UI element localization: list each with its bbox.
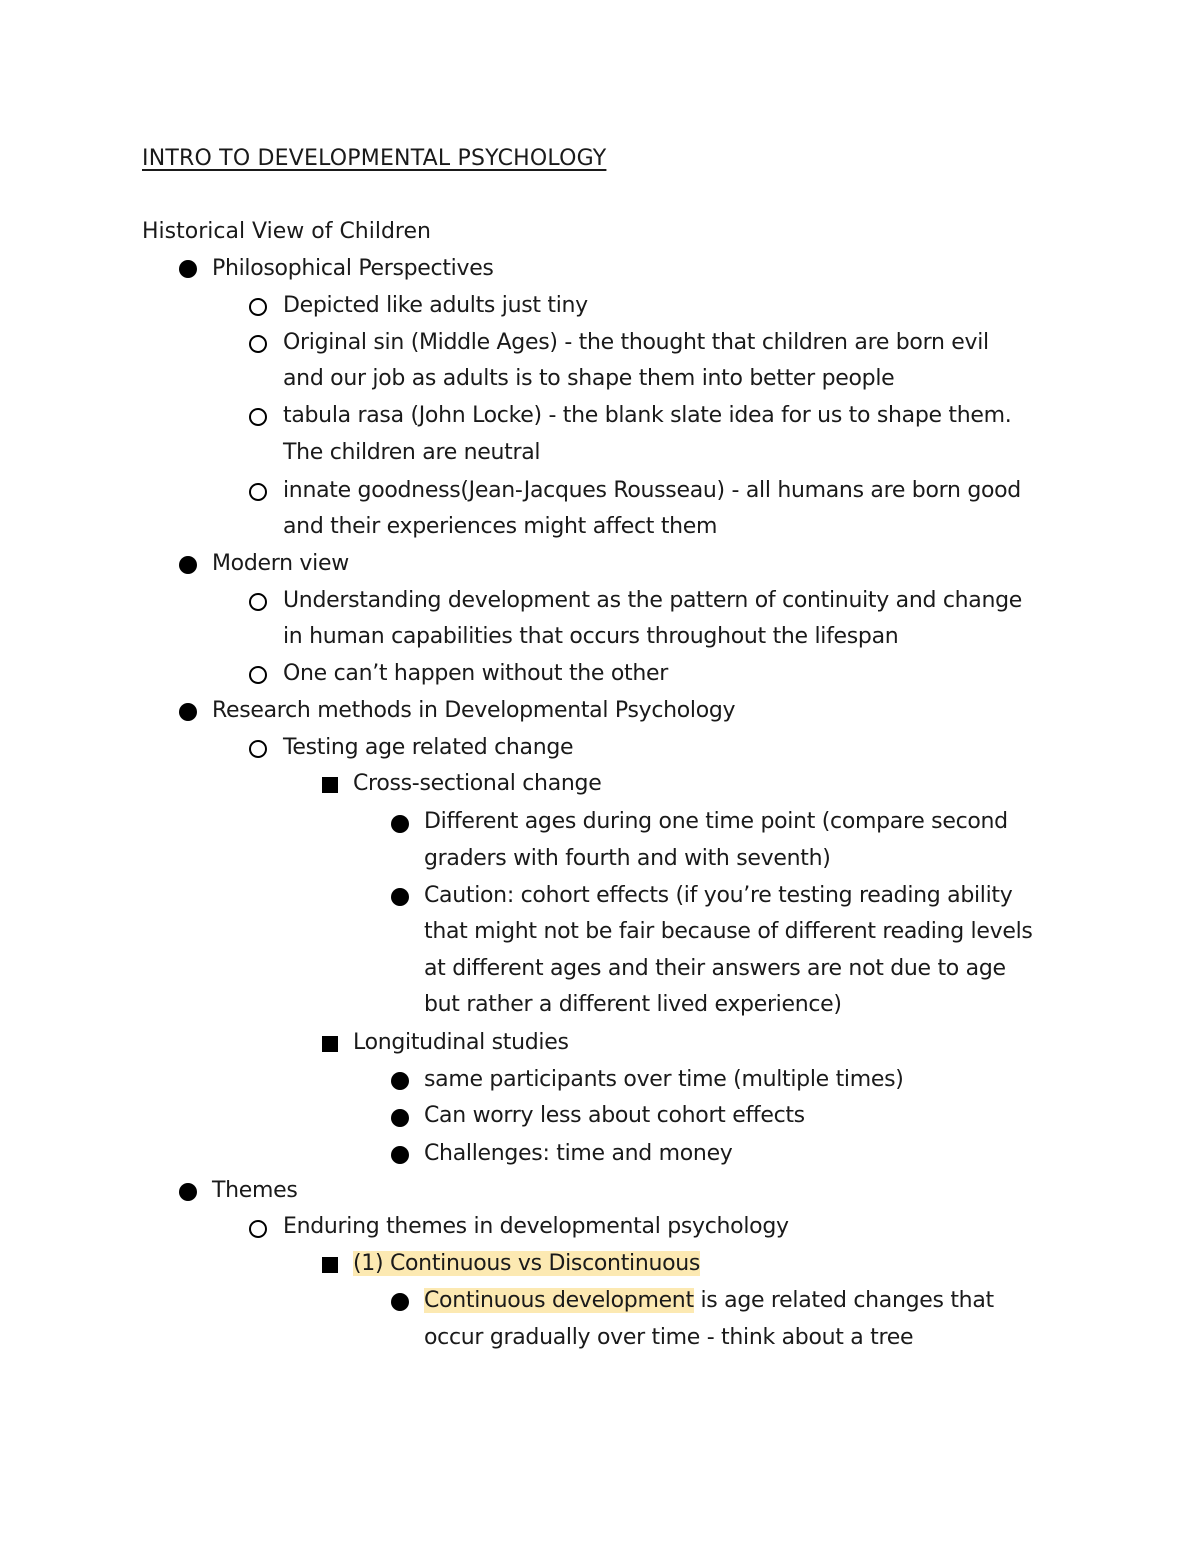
list-item-understanding: Understanding development as the pattern of continuity and change	[283, 588, 1022, 613]
list-item-understanding-cont: in human capabilities that occurs throughout the lifespan	[283, 624, 899, 649]
list-item-tabula-rasa: tabula rasa (John Locke) - the blank slate idea for us to shape them.	[283, 403, 1012, 428]
list-item-enduring: Enduring themes in developmental psychology	[283, 1214, 789, 1239]
bullet-disc-icon	[391, 1146, 409, 1164]
highlighted-term: Continuous development	[424, 1288, 694, 1313]
list-item-testing-age: Testing age related change	[283, 735, 574, 760]
bullet-disc-icon	[179, 556, 197, 574]
bullet-circle-icon	[249, 408, 267, 426]
bullet-disc-icon	[391, 815, 409, 833]
list-item-themes: Themes	[212, 1178, 298, 1203]
bullet-disc-icon	[391, 1109, 409, 1127]
list-item-caution: Caution: cohort effects (if you’re testing reading ability	[424, 883, 1013, 908]
list-item-worry-less: Can worry less about cohort effects	[424, 1103, 805, 1128]
list-item-original-sin-cont: and our job as adults is to shape them into better people	[283, 366, 895, 391]
list-item-depicted: Depicted like adults just tiny	[283, 293, 588, 318]
list-item-caution-cont-1: that might not be fair because of different reading levels	[424, 919, 1033, 944]
bullet-circle-icon	[249, 483, 267, 501]
list-item-same-participants: same participants over time (multiple times)	[424, 1067, 904, 1092]
definition-text: is age related changes that	[693, 1288, 994, 1313]
list-item-different-ages-cont: graders with fourth and with seventh)	[424, 846, 831, 871]
list-item-one-cant: One can’t happen without the other	[283, 661, 668, 686]
list-item-longitudinal: Longitudinal studies	[353, 1030, 569, 1055]
highlighted-text: (1) Continuous vs Discontinuous	[353, 1251, 701, 1276]
page-title: INTRO TO DEVELOPMENTAL PSYCHOLOGY	[142, 146, 607, 171]
bullet-circle-icon	[249, 666, 267, 684]
bullet-circle-icon	[249, 298, 267, 316]
list-item-caution-cont-3: but rather a different lived experience)	[424, 992, 842, 1017]
list-item-different-ages: Different ages during one time point (compare second	[424, 809, 1008, 834]
bullet-disc-icon	[391, 888, 409, 906]
bullet-disc-icon	[391, 1072, 409, 1090]
list-item-innate-goodness-cont: and their experiences might affect them	[283, 514, 718, 539]
list-item-challenges: Challenges: time and money	[424, 1141, 733, 1166]
bullet-circle-icon	[249, 593, 267, 611]
bullet-square-icon	[322, 1036, 338, 1052]
bullet-square-icon	[322, 777, 338, 793]
bullet-disc-icon	[179, 1183, 197, 1201]
bullet-circle-icon	[249, 1220, 267, 1238]
list-item-continuous-vs	[353, 1248, 700, 1280]
list-item-innate-goodness: innate goodness(Jean-Jacques Rousseau) - all humans are born good	[283, 478, 1021, 503]
list-item-continuous-development-cont: occur gradually over time - think about a tree	[424, 1325, 914, 1350]
list-item-cross-sectional: Cross-sectional change	[353, 771, 602, 796]
bullet-disc-icon	[391, 1293, 409, 1311]
bullet-circle-icon	[249, 740, 267, 758]
list-item-continuous-development	[424, 1285, 994, 1317]
list-item-tabula-rasa-cont: The children are neutral	[283, 440, 541, 465]
list-item-caution-cont-2: at different ages and their answers are not due to age	[424, 956, 1006, 981]
list-item-philosophical: Philosophical Perspectives	[212, 256, 494, 281]
section-heading: Historical View of Children	[142, 219, 431, 244]
list-item-modern-view: Modern view	[212, 551, 349, 576]
bullet-disc-icon	[179, 703, 197, 721]
bullet-circle-icon	[249, 335, 267, 353]
bullet-disc-icon	[179, 260, 197, 278]
bullet-square-icon	[322, 1257, 338, 1273]
list-item-original-sin: Original sin (Middle Ages) - the thought that children are born evil	[283, 330, 989, 355]
list-item-research-methods: Research methods in Developmental Psychology	[212, 698, 736, 723]
